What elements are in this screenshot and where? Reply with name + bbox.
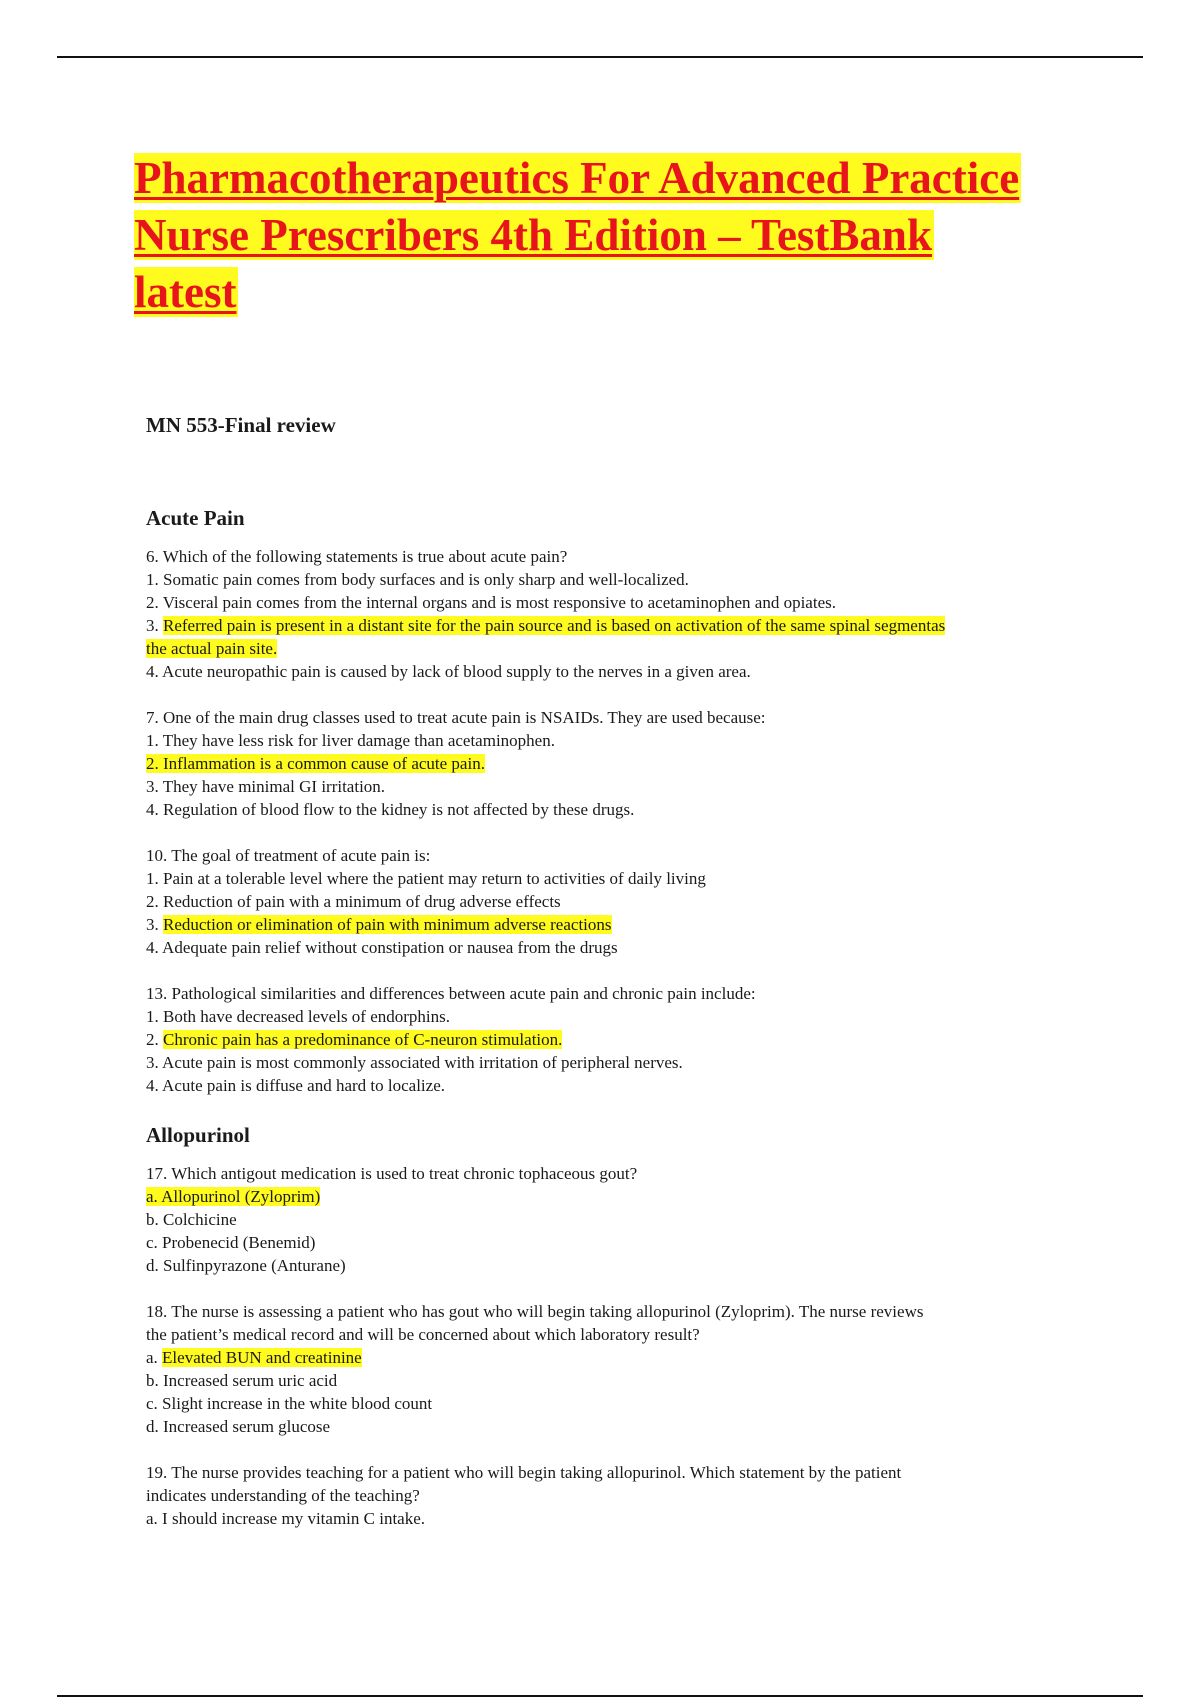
- title-line-1: Pharmacotherapeutics For Advanced Practice: [134, 153, 1020, 203]
- question-stem: 17. Which antigout medication is used to treat chronic tophaceous gout?: [146, 1164, 638, 1183]
- answer-option: 4. Regulation of blood flow to the kidney is not affected by these drugs.: [146, 800, 635, 819]
- answer-option: c. Slight increase in the white blood count: [146, 1394, 433, 1413]
- answer-option: c. Probenecid (Benemid): [146, 1233, 316, 1252]
- answer-option: d. Sulfinpyrazone (Anturane): [146, 1256, 346, 1275]
- answer-option: d. Increased serum glucose: [146, 1417, 331, 1436]
- answer-option-correct: [146, 1185, 1096, 1208]
- question-stem: 10. The goal of treatment of acute pain is:: [146, 846, 431, 865]
- question-19: [146, 1461, 1096, 1530]
- answer-option: b. Colchicine: [146, 1210, 237, 1229]
- highlighted-answer: a. Allopurinol (Zyloprim): [146, 1187, 321, 1206]
- section-heading: Allopurinol: [146, 1123, 250, 1147]
- question-stem: 6. Which of the following statements is true about acute pain?: [146, 547, 568, 566]
- highlighted-answer: Elevated BUN and creatinine: [162, 1348, 362, 1367]
- top-rule: [57, 56, 1143, 58]
- answer-option: 1. Somatic pain comes from body surfaces and is only sharp and well-localized.: [146, 570, 689, 589]
- answer-option-correct: [146, 614, 1096, 637]
- highlighted-answer: Reduction or elimination of pain with minimum adverse reactions: [163, 915, 612, 934]
- answer-option: 1. They have less risk for liver damage than acetaminophen.: [146, 731, 555, 750]
- option-letter: a.: [146, 1348, 163, 1367]
- option-number: 3.: [146, 915, 163, 934]
- highlighted-answer: Chronic pain has a predominance of C-neuron stimulation.: [163, 1030, 563, 1049]
- course-heading: MN 553-Final review: [146, 413, 336, 437]
- question-stem: 18. The nurse is assessing a patient who has gout who will begin taking allopurinol (Zyloprim). The nurse reviews: [146, 1302, 924, 1321]
- answer-option: 3. They have minimal GI irritation.: [146, 777, 386, 796]
- option-number: 3.: [146, 616, 163, 635]
- answer-option-correct-continued: [146, 637, 1096, 660]
- question-stem: 19. The nurse provides teaching for a patient who will begin taking allopurinol. Which statement by the patient: [146, 1463, 902, 1482]
- highlighted-answer: the actual pain site.: [146, 639, 278, 658]
- answer-option-correct: [146, 1028, 1096, 1051]
- title-line-3: latest: [134, 267, 237, 317]
- document-title: [134, 150, 1104, 321]
- highlighted-answer: 2. Inflammation is a common cause of acute pain.: [146, 754, 485, 773]
- question-7: [146, 706, 1096, 821]
- answer-option-correct: [146, 1346, 1096, 1369]
- question-stem: 13. Pathological similarities and differences between acute pain and chronic pain include:: [146, 984, 756, 1003]
- highlighted-answer: Referred pain is present in a distant site for the pain source and is based on activation of the same spinal segmentas: [163, 616, 946, 635]
- question-17: [146, 1162, 1096, 1277]
- answer-option: a. I should increase my vitamin C intake.: [146, 1509, 426, 1528]
- title-line-2: Nurse Prescribers 4th Edition – TestBank: [134, 210, 932, 260]
- section-heading: Acute Pain: [146, 506, 245, 530]
- answer-option: 3. Acute pain is most commonly associated with irritation of peripheral nerves.: [146, 1053, 683, 1072]
- answer-option: b. Increased serum uric acid: [146, 1371, 338, 1390]
- answer-option: 1. Pain at a tolerable level where the patient may return to activities of daily living: [146, 869, 706, 888]
- answer-option: 2. Visceral pain comes from the internal organs and is most responsive to acetaminophen and opiates.: [146, 593, 836, 612]
- answer-option: 1. Both have decreased levels of endorphins.: [146, 1007, 451, 1026]
- question-10: [146, 844, 1096, 959]
- section-acute-pain: [146, 503, 1096, 1097]
- question-18: [146, 1300, 1096, 1438]
- question-stem-continued: the patient’s medical record and will be concerned about which laboratory result?: [146, 1325, 700, 1344]
- question-stem-continued: indicates understanding of the teaching?: [146, 1486, 420, 1505]
- answer-option: 4. Adequate pain relief without constipation or nausea from the drugs: [146, 938, 618, 957]
- answer-option-correct: [146, 913, 1096, 936]
- answer-option: 4. Acute neuropathic pain is caused by lack of blood supply to the nerves in a given area.: [146, 662, 751, 681]
- question-stem: 7. One of the main drug classes used to treat acute pain is NSAIDs. They are used because:: [146, 708, 766, 727]
- answer-option: 4. Acute pain is diffuse and hard to localize.: [146, 1076, 445, 1095]
- answer-option-correct: [146, 752, 1096, 775]
- option-number: 2.: [146, 1030, 163, 1049]
- answer-option: 2. Reduction of pain with a minimum of drug adverse effects: [146, 892, 561, 911]
- question-13: [146, 982, 1096, 1097]
- question-6: [146, 545, 1096, 683]
- section-allopurinol: [146, 1120, 1096, 1530]
- document-body: [146, 405, 1096, 1553]
- bottom-rule: [57, 1695, 1143, 1697]
